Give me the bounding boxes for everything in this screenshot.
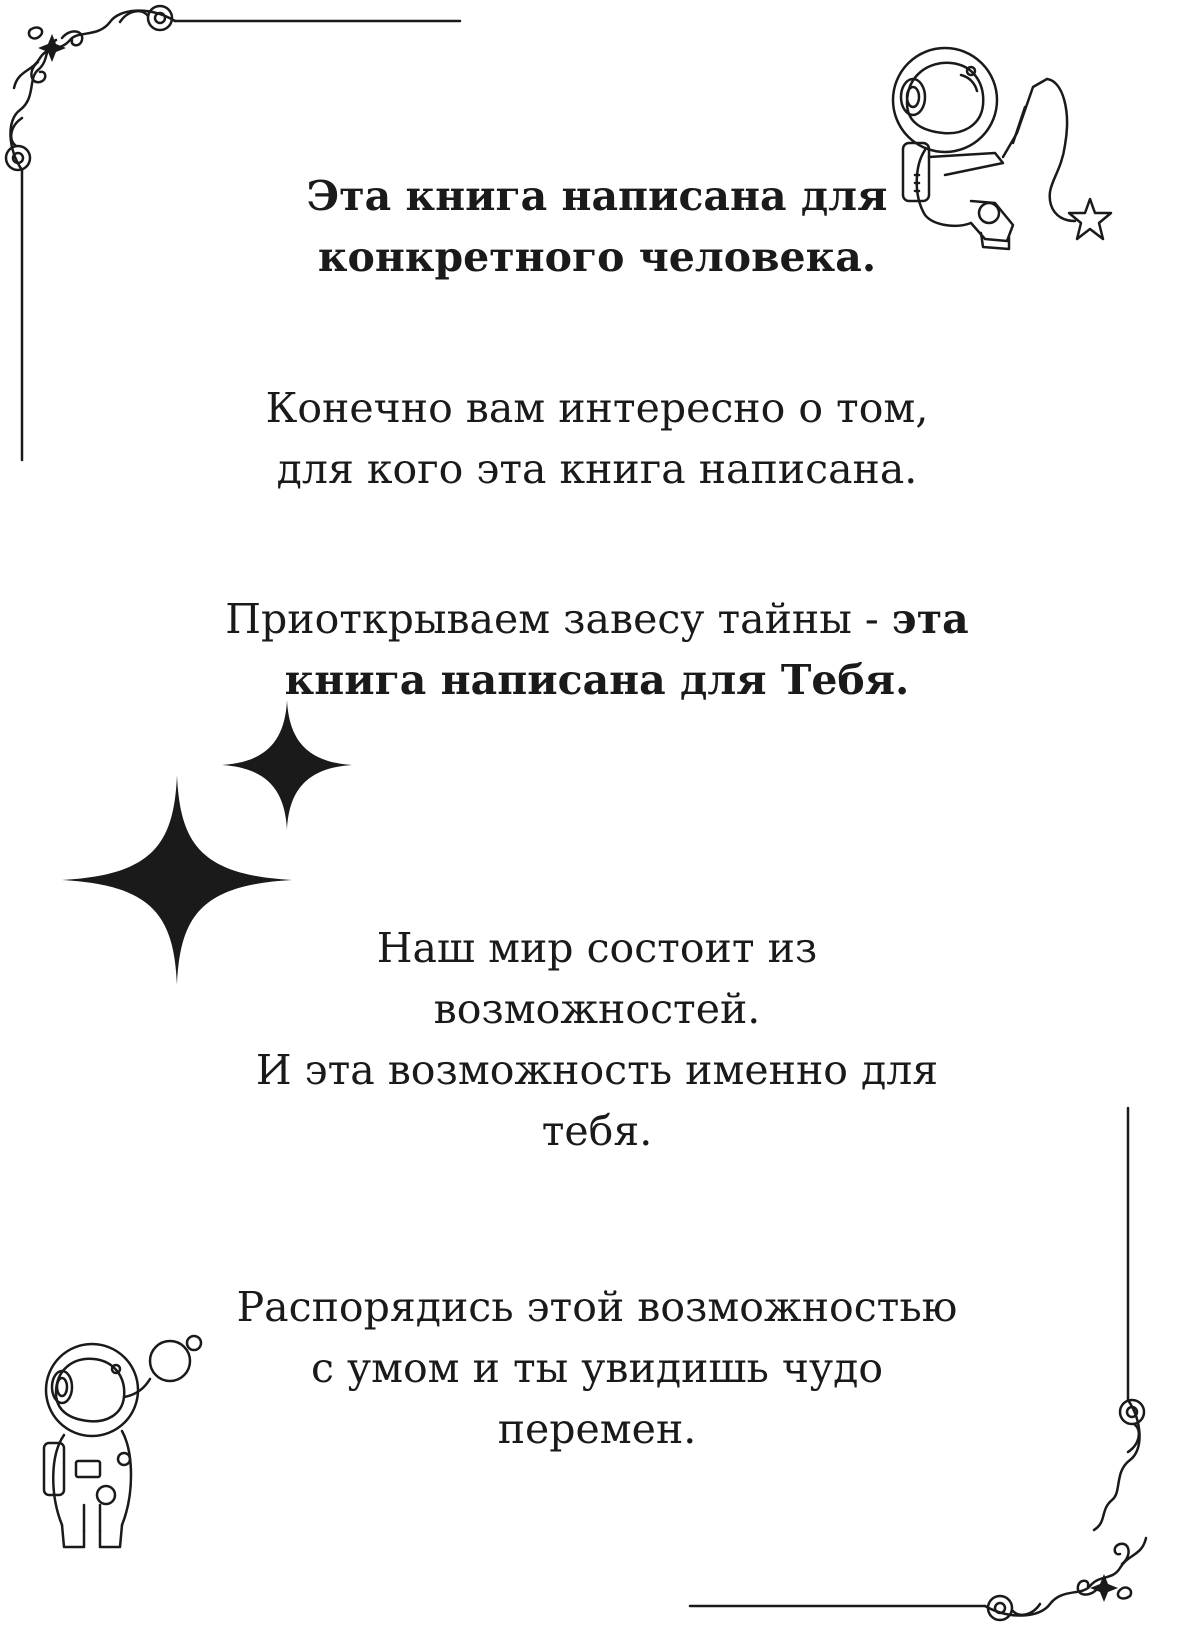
opportunity-line-1: Наш мир состоит из	[376, 924, 818, 972]
intro-line-1: Конечно вам интересно о том,	[265, 384, 929, 432]
reveal-line-1-bold: эта	[891, 595, 969, 643]
reveal-line-2: книга написана для Тебя.	[284, 656, 910, 704]
heading-line-2: конкретного человека.	[317, 233, 877, 281]
opportunity-line-4: тебя.	[541, 1107, 653, 1155]
heading-line-1: Эта книга написана для	[306, 172, 888, 220]
opportunity-paragraph	[0, 918, 1194, 1162]
opportunity-line-2: возможностей.	[433, 985, 761, 1033]
closing-paragraph	[0, 1277, 1194, 1460]
closing-line-3: перемен.	[497, 1405, 697, 1453]
opportunity-line-3: И эта возможность именно для	[255, 1046, 939, 1094]
closing-line-2: с умом и ты увидишь чудо	[310, 1344, 884, 1392]
intro-paragraph	[0, 378, 1194, 500]
reveal-paragraph	[0, 589, 1194, 711]
intro-line-2: для кого эта книга написана.	[276, 445, 918, 493]
heading-paragraph	[0, 166, 1194, 288]
reveal-line-1-regular: Приоткрываем завесу тайны -	[225, 595, 892, 643]
closing-line-1: Распорядись этой возможностью	[236, 1283, 958, 1331]
reveal-line-1	[0, 589, 1194, 650]
